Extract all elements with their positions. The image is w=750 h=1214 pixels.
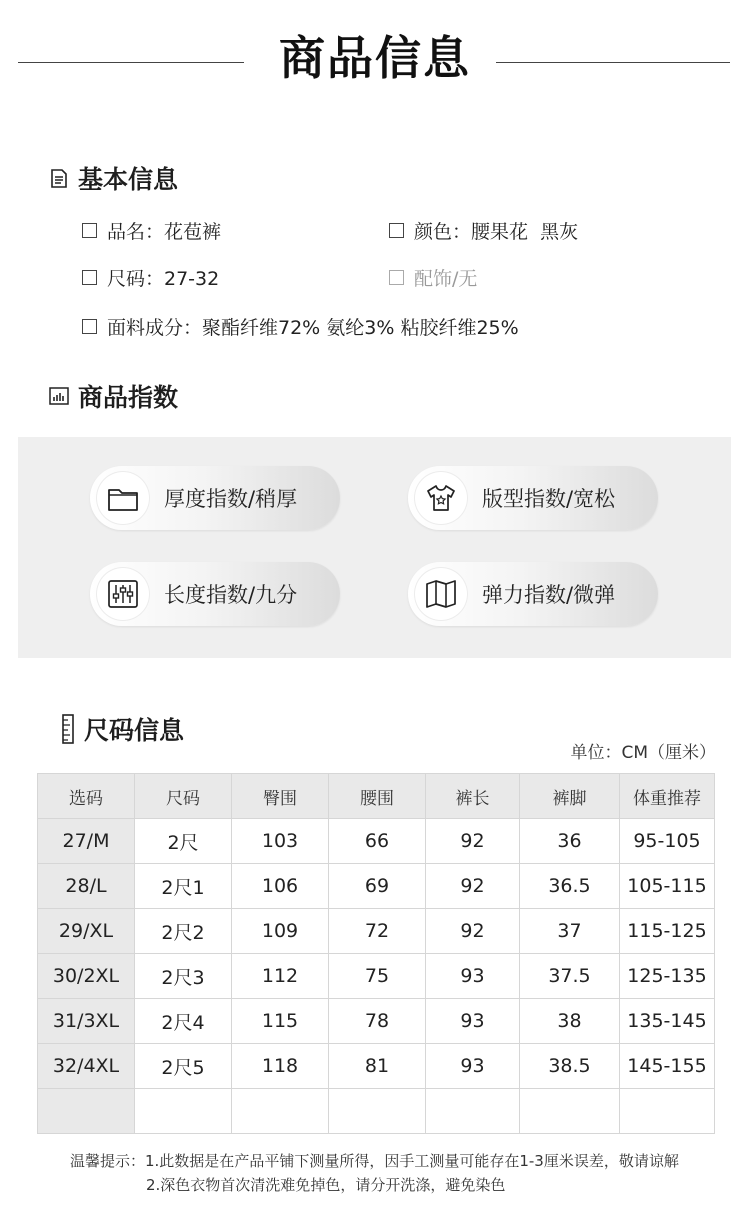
product-index-heading — [48, 379, 178, 413]
index-pill-fit — [408, 466, 658, 530]
attr-fabric-text: 面料成分：聚酯纤维72% 氨纶3% 粘胶纤维25% — [107, 316, 519, 339]
size-info-title: 尺码信息 — [84, 716, 185, 745]
table-cell: 78 — [329, 999, 426, 1044]
map-icon — [414, 567, 468, 621]
ruler-icon — [60, 718, 76, 740]
attr-size-text: 尺码：27-32 — [107, 267, 220, 290]
table-cell: 27/M — [38, 819, 135, 864]
index-pill-elasticity — [408, 562, 658, 626]
table-cell — [620, 1089, 715, 1134]
table-cell: 2尺 — [135, 819, 232, 864]
attr-color-text: 颜色：腰果花 黑灰 — [414, 220, 579, 243]
table-row-empty — [38, 1089, 715, 1134]
index-pill-thickness — [90, 466, 340, 530]
table-cell: 125-135 — [620, 954, 715, 999]
table-cell: 72 — [329, 909, 426, 954]
index-panel — [18, 437, 731, 658]
checkbox-icon — [82, 223, 97, 238]
column-header: 腰围 — [329, 774, 426, 819]
table-row — [38, 954, 715, 999]
table-cell: 105-115 — [620, 864, 715, 909]
table-cell: 32/4XL — [38, 1044, 135, 1089]
table-cell: 92 — [426, 864, 520, 909]
table-cell — [135, 1089, 232, 1134]
table-cell: 2尺3 — [135, 954, 232, 999]
table-cell: 29/XL — [38, 909, 135, 954]
unit-label: 单位：CM（厘米） — [570, 743, 716, 763]
table-cell — [329, 1089, 426, 1134]
sliders-icon — [96, 567, 150, 621]
table-cell: 38 — [520, 999, 620, 1044]
table-cell: 37.5 — [520, 954, 620, 999]
attr-accessory — [389, 263, 477, 291]
table-cell: 37 — [520, 909, 620, 954]
table-cell: 36.5 — [520, 864, 620, 909]
table-cell — [520, 1089, 620, 1134]
table-cell: 92 — [426, 909, 520, 954]
table-cell: 2尺4 — [135, 999, 232, 1044]
checkbox-icon — [82, 270, 97, 285]
table-row — [38, 909, 715, 954]
table-cell: 93 — [426, 1044, 520, 1089]
document-icon — [48, 167, 70, 189]
note-line-1: 温馨提示：1.此数据是在产品平铺下测量所得，因手工测量可能存在1-3厘米误差，敬请谅解 — [70, 1152, 679, 1170]
table-cell: 115 — [232, 999, 329, 1044]
column-header: 裤长 — [426, 774, 520, 819]
table-cell: 2尺2 — [135, 909, 232, 954]
table-cell: 95-105 — [620, 819, 715, 864]
table-cell: 92 — [426, 819, 520, 864]
table-cell: 2尺5 — [135, 1044, 232, 1089]
table-cell: 69 — [329, 864, 426, 909]
table-cell: 145-155 — [620, 1044, 715, 1089]
table-cell: 109 — [232, 909, 329, 954]
column-header: 选码 — [38, 774, 135, 819]
size-info-heading — [60, 712, 184, 746]
index-label-length: 长度指数/九分 — [164, 583, 298, 607]
column-header: 臀围 — [232, 774, 329, 819]
table-cell: 31/3XL — [38, 999, 135, 1044]
note-line-2: 2.深色衣物首次清洗难免掉色，请分开洗涤，避免染色 — [146, 1176, 506, 1194]
table-cell: 30/2XL — [38, 954, 135, 999]
table-cell: 2尺1 — [135, 864, 232, 909]
attr-name — [82, 216, 221, 244]
table-row — [38, 864, 715, 909]
table-cell: 93 — [426, 999, 520, 1044]
table-cell — [38, 1089, 135, 1134]
index-pill-length — [90, 562, 340, 626]
checkbox-icon — [389, 270, 404, 285]
table-cell: 112 — [232, 954, 329, 999]
table-cell: 93 — [426, 954, 520, 999]
folder-icon — [96, 471, 150, 525]
checkbox-icon — [389, 223, 404, 238]
size-table — [37, 773, 715, 1134]
index-label-elasticity: 弹力指数/微弹 — [482, 583, 616, 607]
table-cell: 106 — [232, 864, 329, 909]
attr-accessory-text: 配饰/无 — [414, 267, 478, 290]
page-title: 商品信息 — [279, 31, 471, 85]
bar-chart-icon — [48, 385, 70, 407]
table-cell: 66 — [329, 819, 426, 864]
table-cell — [232, 1089, 329, 1134]
table-header-row — [38, 774, 715, 819]
table-cell — [426, 1089, 520, 1134]
index-label-thickness: 厚度指数/稍厚 — [164, 487, 298, 511]
table-row — [38, 819, 715, 864]
attr-fabric — [82, 312, 519, 340]
table-cell: 115-125 — [620, 909, 715, 954]
column-header: 体重推荐 — [620, 774, 715, 819]
table-cell: 118 — [232, 1044, 329, 1089]
tshirt-icon — [414, 471, 468, 525]
column-header: 尺码 — [135, 774, 232, 819]
attr-size — [82, 263, 219, 291]
table-cell: 135-145 — [620, 999, 715, 1044]
table-cell: 36 — [520, 819, 620, 864]
column-header: 裤脚 — [520, 774, 620, 819]
attr-name-text: 品名：花苞裤 — [107, 220, 222, 243]
basic-info-heading — [48, 161, 178, 195]
attr-color — [389, 216, 578, 244]
table-row — [38, 1044, 715, 1089]
table-cell: 28/L — [38, 864, 135, 909]
product-index-title: 商品指数 — [78, 383, 179, 412]
table-cell: 81 — [329, 1044, 426, 1089]
basic-info-title: 基本信息 — [78, 165, 179, 194]
checkbox-icon — [82, 319, 97, 334]
index-label-fit: 版型指数/宽松 — [482, 487, 616, 511]
table-row — [38, 999, 715, 1044]
table-cell: 38.5 — [520, 1044, 620, 1089]
table-cell: 103 — [232, 819, 329, 864]
table-cell: 75 — [329, 954, 426, 999]
